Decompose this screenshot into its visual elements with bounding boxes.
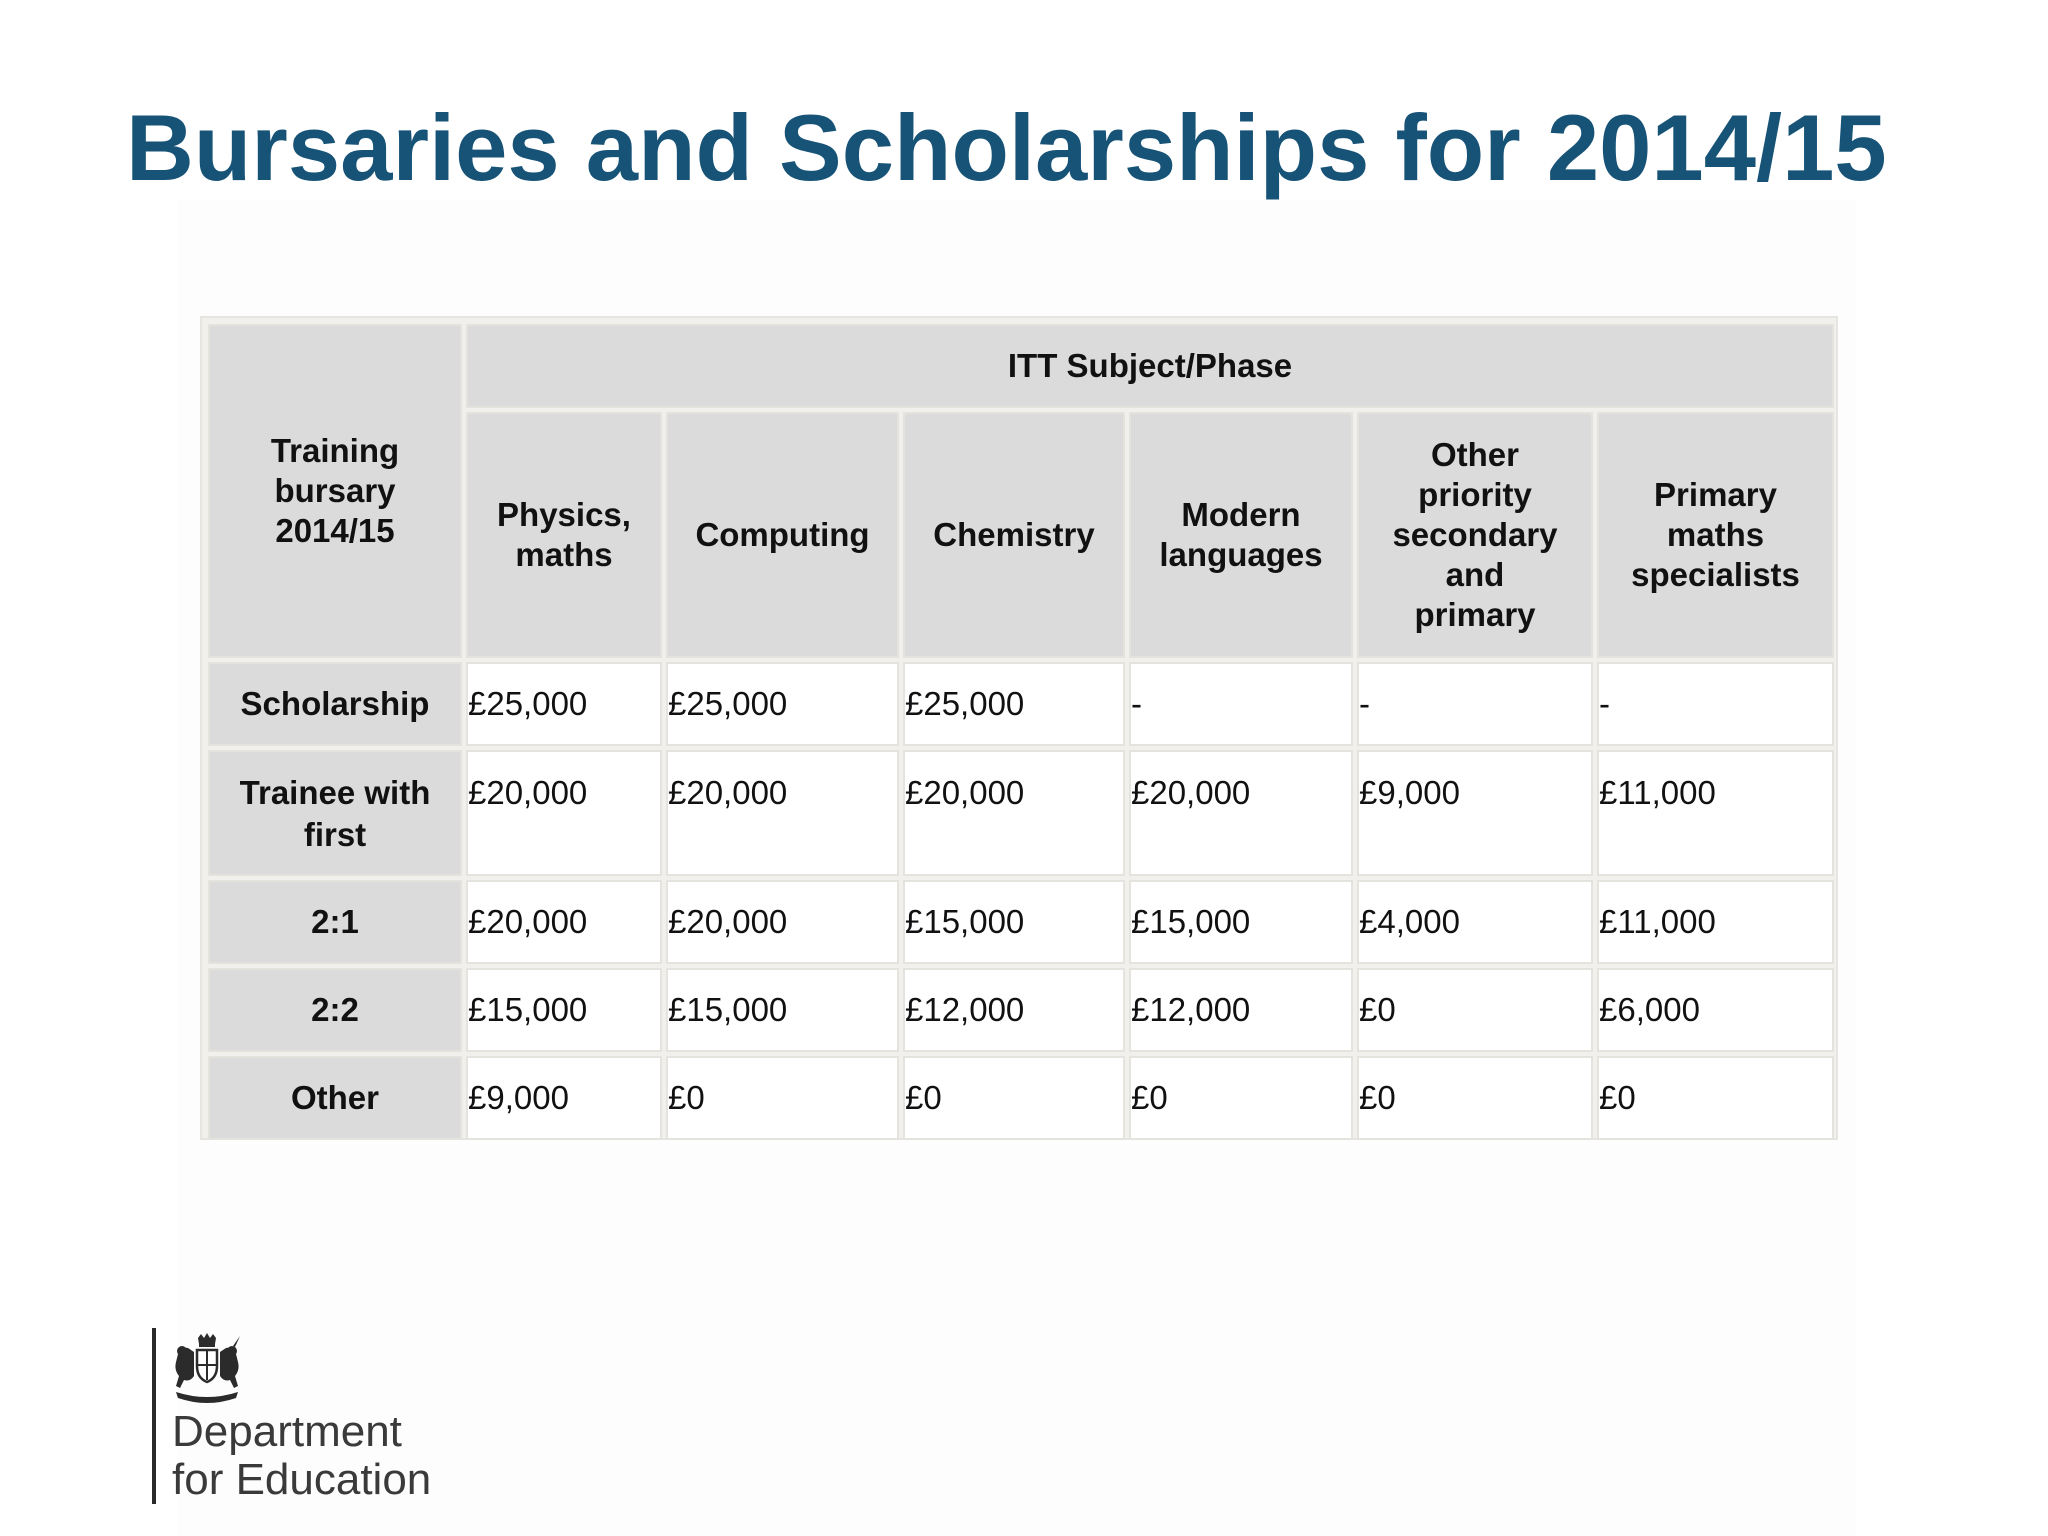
- table-cell: £0: [666, 1056, 899, 1140]
- table-cell: £6,000: [1597, 968, 1834, 1052]
- royal-crest-icon: [170, 1332, 244, 1406]
- row-header: Other: [208, 1056, 462, 1140]
- table-row: [208, 750, 1834, 876]
- department-name-line-1: Department: [172, 1407, 402, 1456]
- table-cell: -: [1357, 662, 1593, 746]
- slide-title: Bursaries and Scholarships for 2014/15: [126, 95, 1887, 200]
- bursary-table-frame: [200, 316, 1838, 1140]
- table-row: [208, 880, 1834, 964]
- table-cell: £15,000: [666, 968, 899, 1052]
- column-header: Physics, maths: [466, 412, 662, 658]
- table-cell: £11,000: [1597, 880, 1834, 964]
- table-cell: £25,000: [903, 662, 1125, 746]
- column-header: Primary maths specialists: [1597, 412, 1834, 658]
- column-header: Chemistry: [903, 412, 1125, 658]
- table-cell: £4,000: [1357, 880, 1593, 964]
- table-cell: £15,000: [903, 880, 1125, 964]
- table-cell: £25,000: [666, 662, 899, 746]
- table-row: [208, 662, 1834, 746]
- table-cell: £20,000: [1129, 750, 1353, 876]
- table-cell: -: [1597, 662, 1834, 746]
- table-cell: £0: [1129, 1056, 1353, 1140]
- department-name: [172, 1408, 431, 1504]
- table-row: [208, 1056, 1834, 1140]
- column-header: Computing: [666, 412, 899, 658]
- table-row: [208, 968, 1834, 1052]
- table-cell: £0: [1597, 1056, 1834, 1140]
- logo-divider: [152, 1328, 156, 1504]
- table-cell: £9,000: [1357, 750, 1593, 876]
- table-cell: £12,000: [903, 968, 1125, 1052]
- table-cell: £20,000: [666, 750, 899, 876]
- table-cell: £20,000: [466, 750, 662, 876]
- table-cell: £15,000: [1129, 880, 1353, 964]
- row-header: 2:2: [208, 968, 462, 1052]
- table-cell: £20,000: [666, 880, 899, 964]
- table-cell: £11,000: [1597, 750, 1834, 876]
- table-cell: £0: [903, 1056, 1125, 1140]
- table-cell: £0: [1357, 968, 1593, 1052]
- department-name-line-2: for Education: [172, 1455, 432, 1504]
- row-header: Scholarship: [208, 662, 462, 746]
- group-header: ITT Subject/Phase: [466, 324, 1834, 408]
- table-cell: £20,000: [466, 880, 662, 964]
- row-header: Trainee with first: [208, 750, 462, 876]
- table-cell: £25,000: [466, 662, 662, 746]
- row-header: 2:1: [208, 880, 462, 964]
- department-logo: [152, 1328, 472, 1504]
- table-cell: £9,000: [466, 1056, 662, 1140]
- table-cell: -: [1129, 662, 1353, 746]
- corner-header: Training bursary 2014/15: [208, 324, 462, 658]
- column-header: Other priority secondary and primary: [1357, 412, 1593, 658]
- column-header: Modern languages: [1129, 412, 1353, 658]
- table-cell: £0: [1357, 1056, 1593, 1140]
- bursary-table: [204, 320, 1838, 1144]
- table-cell: £20,000: [903, 750, 1125, 876]
- table-cell: £15,000: [466, 968, 662, 1052]
- table-cell: £12,000: [1129, 968, 1353, 1052]
